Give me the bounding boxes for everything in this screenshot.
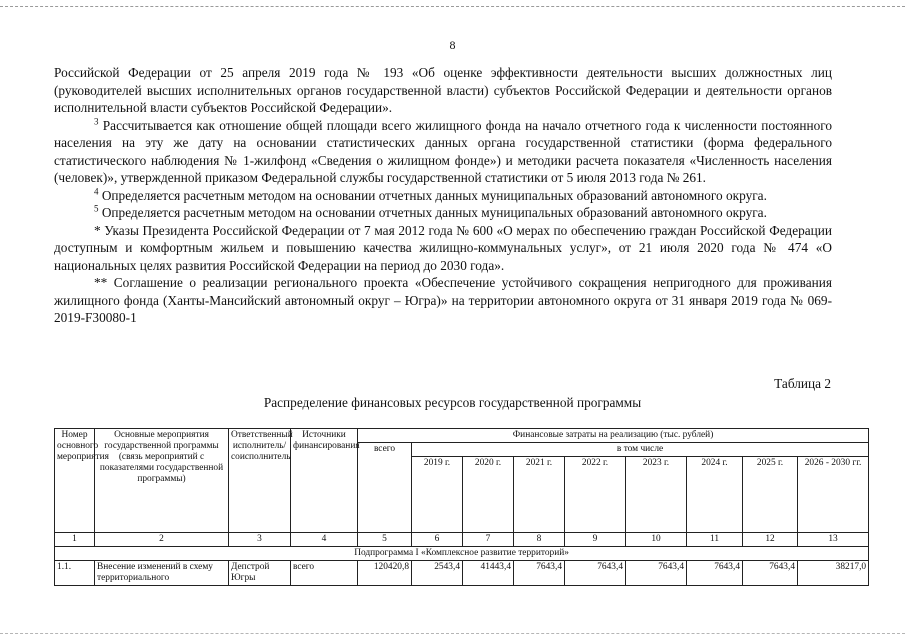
footnote-mark: 5 [94, 203, 99, 214]
table-row [55, 561, 869, 586]
footnote-5 [54, 204, 832, 222]
footnote-double-star [54, 274, 832, 327]
page-number: 8 [449, 38, 456, 52]
paragraph-text: Определяется расчетным методом на основании отчетных данных муниципальных образований автономного округа. [101, 205, 767, 220]
header-year: 2021 г. [514, 457, 565, 533]
column-number: 10 [626, 533, 687, 547]
row-executor: Депстрой Югры [229, 561, 291, 586]
column-number: 7 [463, 533, 514, 547]
column-number: 12 [743, 533, 798, 547]
table-title: Распределение финансовых ресурсов государственной программы [263, 395, 642, 410]
header-including: в том числе [412, 443, 869, 457]
row-total: 120420,8 [358, 561, 412, 586]
row-year-value: 7643,4 [514, 561, 565, 586]
header-year: 2025 г. [743, 457, 798, 533]
row-year-value: 38217,0 [798, 561, 869, 586]
header-executor: Ответственный исполнитель/соисполнитель [229, 429, 291, 533]
row-year-value: 7643,4 [743, 561, 798, 586]
subprogram-title: Подпрограмма I «Комплексное развитие территорий» [55, 547, 869, 561]
paragraph [54, 64, 832, 117]
row-year-value: 7643,4 [626, 561, 687, 586]
header-year: 2026 - 2030 гг. [798, 457, 869, 533]
footnote-mark: 4 [94, 186, 99, 197]
column-number-row [55, 533, 869, 547]
header-row-1 [55, 429, 869, 443]
row-year-value: 41443,4 [463, 561, 514, 586]
header-year: 2020 г. [463, 457, 514, 533]
footnote-mark: 3 [94, 116, 99, 127]
column-number: 3 [229, 533, 291, 547]
paragraph-text: Российской Федерации от 25 апреля 2019 года № 193 «Об оценке эффективности деятельности высших должностных лиц (руководителей высших исполнительных органов государственной власти) субъектов Российской Федерации и деятельности органов исполнительной власти субъектов Российской Федерации». [54, 65, 832, 115]
row-source: всего [291, 561, 358, 586]
column-number: 1 [55, 533, 95, 547]
column-number: 8 [514, 533, 565, 547]
column-number: 9 [565, 533, 626, 547]
header-total: всего [358, 443, 412, 533]
header-financing: Финансовые затраты на реализацию (тыс. рублей) [358, 429, 869, 443]
row-year-value: 7643,4 [687, 561, 743, 586]
column-number: 13 [798, 533, 869, 547]
row-number: 1.1. [55, 561, 95, 586]
row-year-value: 2543,4 [412, 561, 463, 586]
header-number: Номер основного мероприятия [55, 429, 95, 533]
header-year: 2024 г. [687, 457, 743, 533]
header-measures: Основные мероприятия государственной программы (связь мероприятий с показателями государственной программы) [95, 429, 229, 533]
footnote-3 [54, 117, 832, 187]
paragraph-text: * Указы Президента Российской Федерации от 7 мая 2012 года № 600 «О мерах по обеспечению граждан Российской Федерации доступным и комфортным жильем и повышению качества жилищно-коммунальных услуг», от 21 июля 2020 года № 474 «О национальных целях развития Российской Федерации на период до 2030 года». [54, 222, 832, 273]
financial-resources-table [54, 428, 869, 586]
column-number: 11 [687, 533, 743, 547]
column-number: 5 [358, 533, 412, 547]
column-number: 4 [291, 533, 358, 547]
header-year: 2019 г. [412, 457, 463, 533]
footnote-star [54, 222, 832, 275]
footnote-4 [54, 187, 832, 205]
bottom-edge-line [0, 633, 905, 634]
paragraph-text: ** Соглашение о реализации регионального проекта «Обеспечение устойчивого сокращения непригодного для проживания жилищного фонда (Ханты-Мансийский автономный округ – Югра)» на территории автономного округа от 31 января 2019 года № 069-2019-F30080-1 [54, 275, 832, 325]
table-label: Таблица 2 [774, 376, 831, 391]
header-year: 2022 г. [565, 457, 626, 533]
subprogram-row [55, 547, 869, 561]
row-year-value: 7643,4 [565, 561, 626, 586]
body-text [54, 64, 832, 327]
paragraph-text: Определяется расчетным методом на основании отчетных данных муниципальных образований автономного округа. [101, 187, 767, 203]
top-edge-line [0, 6, 905, 7]
header-year: 2023 г. [626, 457, 687, 533]
header-sources: Источники финансирования [291, 429, 358, 533]
paragraph-text: Рассчитывается как отношение общей площади всего жилищного фонда на начало отчетного года к численности постоянного населения на эту же дату на основании статистических данных органа государственной статистики (форма федерального статистического наблюдения № 1-жилфонд «Сведения о жилищном фонде») и методики расчета показателя «Численность населения (человек)», утвержденной приказом Федеральной службы государственной статистики от 5 июля 2013 года № 261. [54, 117, 832, 185]
row-measure-name: Внесение изменений в схему территориального [95, 561, 229, 586]
column-number: 6 [412, 533, 463, 547]
column-number: 2 [95, 533, 229, 547]
